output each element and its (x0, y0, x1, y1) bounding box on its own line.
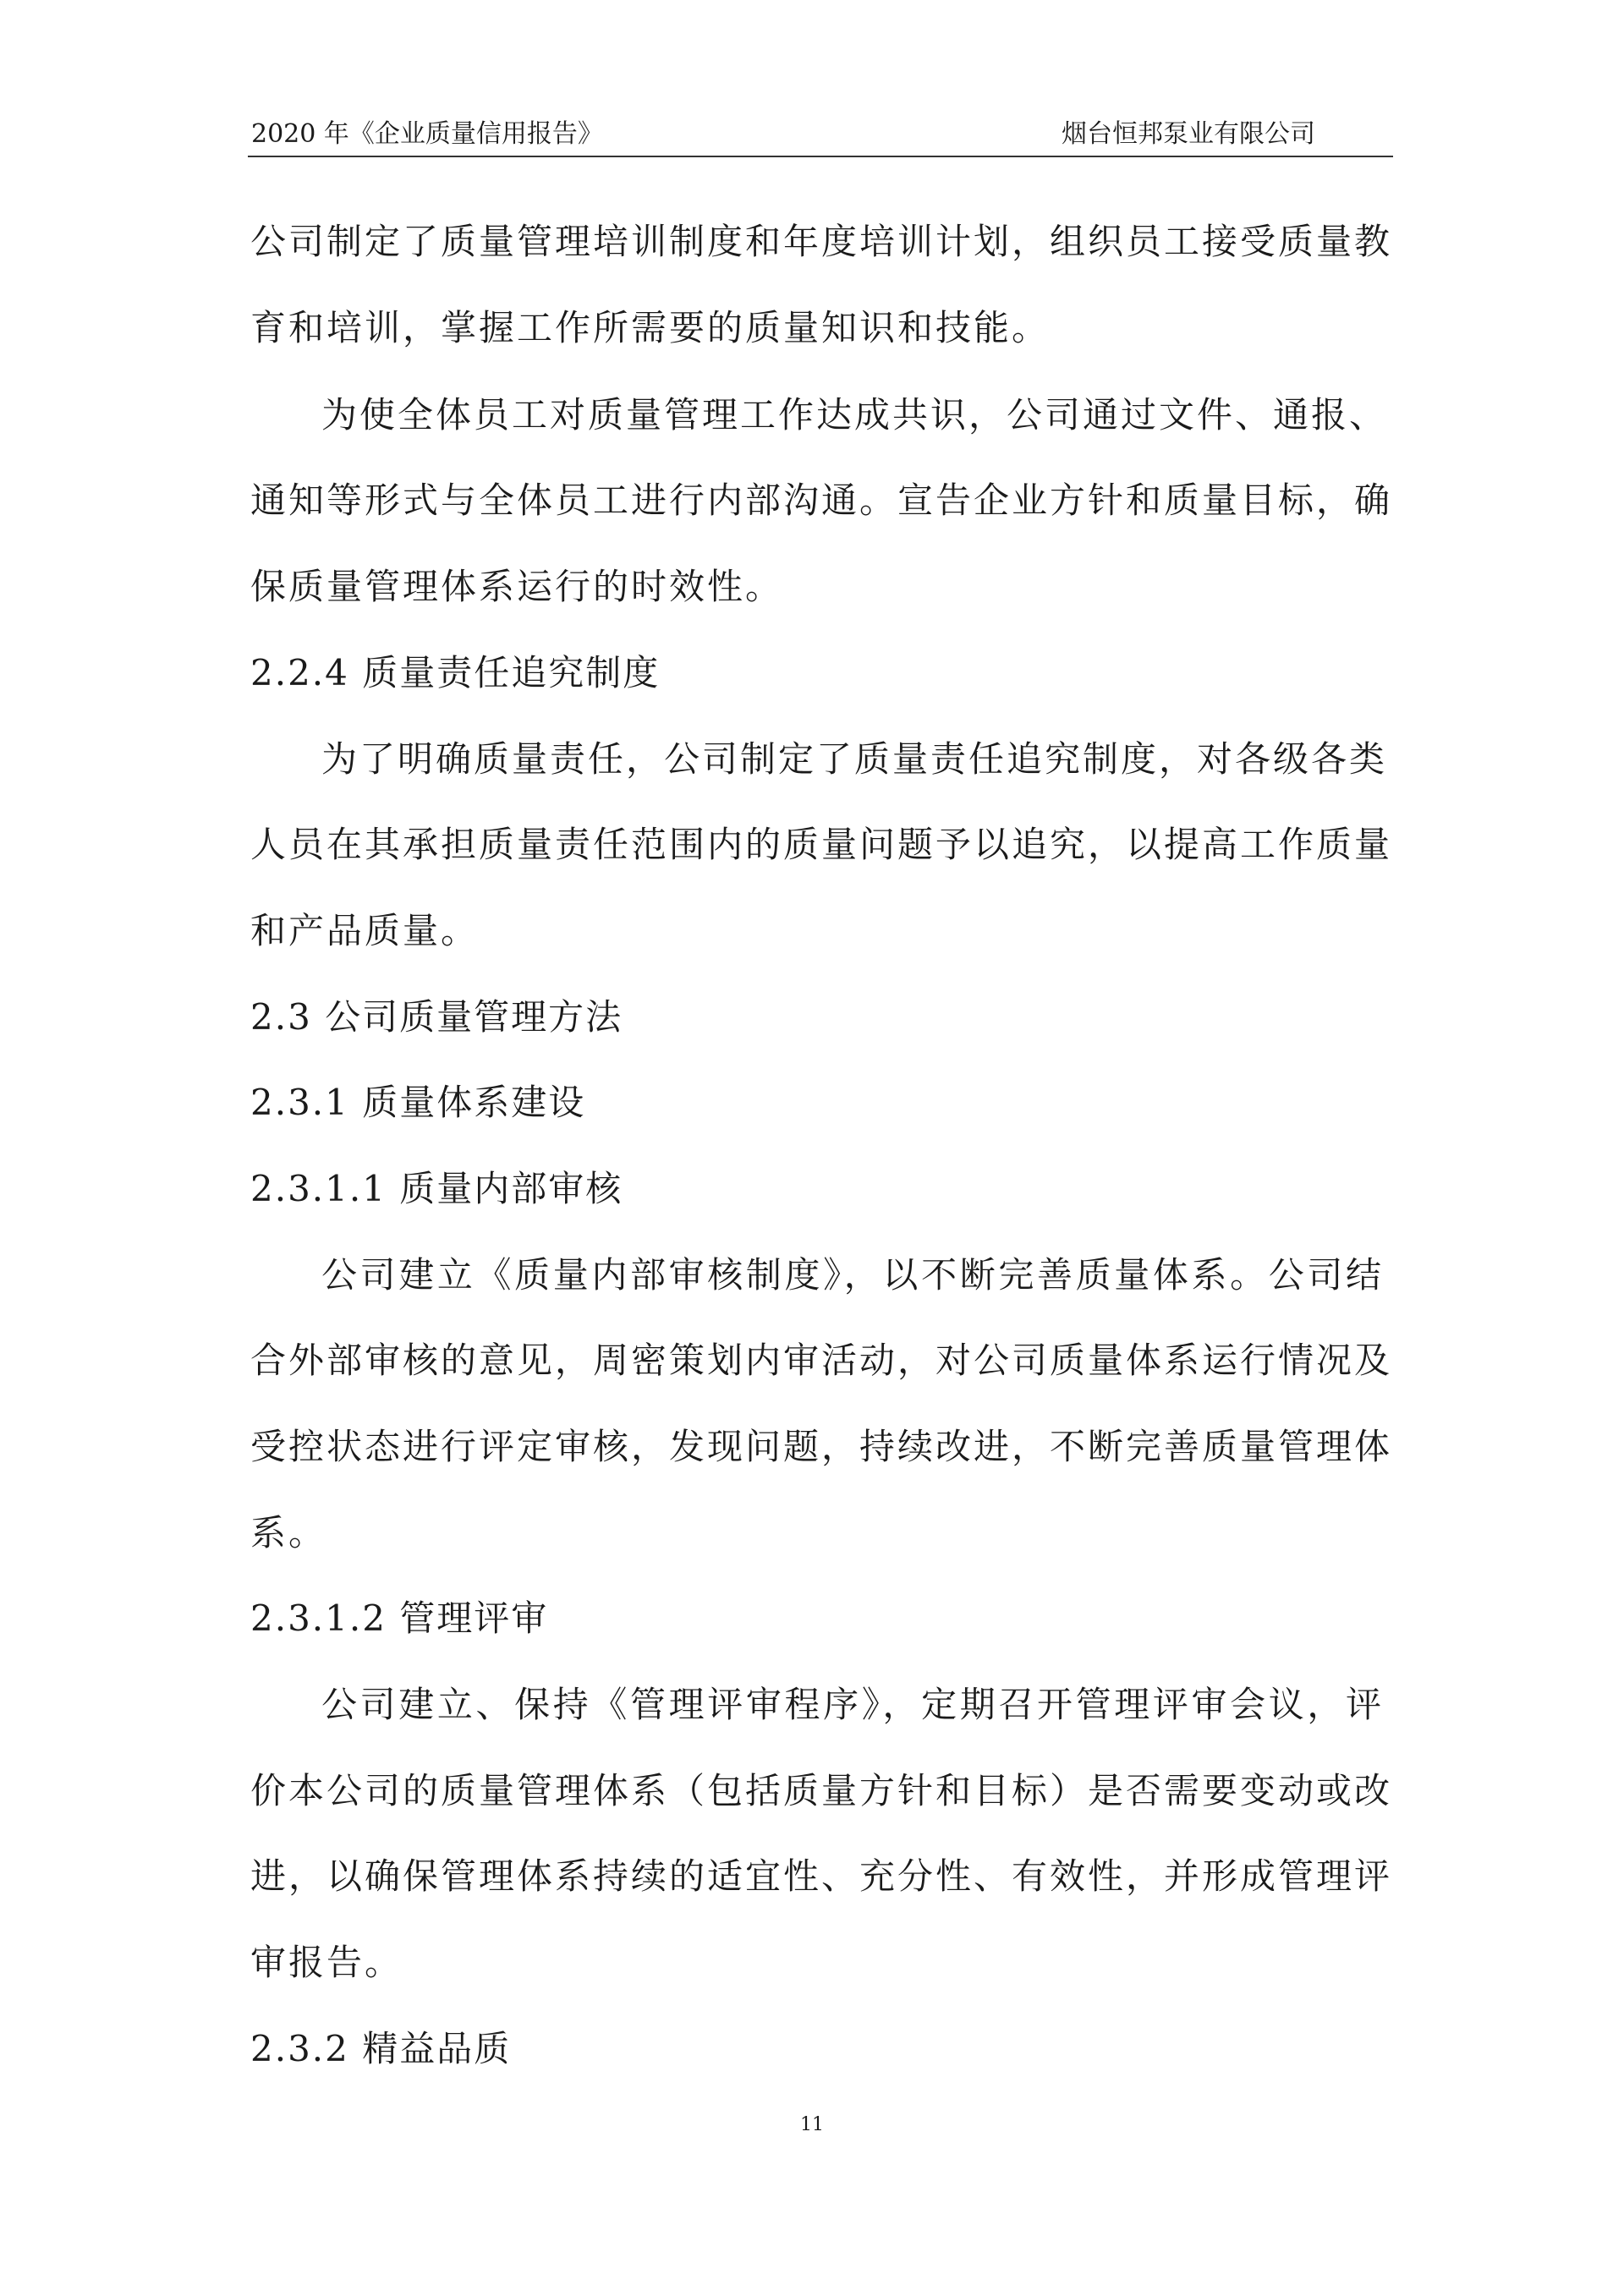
header-report-title: 2020 年《企业质量信用报告》 (251, 119, 603, 149)
paragraph-line: 受控状态进行评定审核，发现问题，持续改进，不断完善质量管理体 (250, 1426, 1393, 1467)
section-heading: 2.3 公司质量管理方法 (250, 996, 623, 1038)
paragraph-line: 合外部审核的意见，周密策划内审活动，对公司质量体系运行情况及 (250, 1340, 1393, 1381)
paragraph-line: 通知等形式与全体员工进行内部沟通。宣告企业方针和质量目标，确 (250, 479, 1393, 521)
paragraph-line: 人员在其承担质量责任范围内的质量问题予以追究，以提高工作质量 (250, 824, 1393, 865)
section-heading: 2.3.1.1 质量内部审核 (250, 1168, 623, 1209)
paragraph-line: 系。 (250, 1512, 327, 1553)
section-heading: 2.2.4 质量责任追究制度 (250, 652, 661, 693)
paragraph-line: 审报告。 (250, 1942, 403, 1983)
paragraph-line: 公司建立、保持《管理评审程序》，定期召开管理评审会议，评 (321, 1684, 1384, 1725)
paragraph-line: 为了明确质量责任，公司制定了质量责任追究制度，对各级各类 (321, 738, 1388, 780)
section-heading: 2.3.2 精益品质 (250, 2028, 512, 2069)
paragraph-line: 公司制定了质量管理培训制度和年度培训计划，组织员工接受质量教 (250, 221, 1393, 262)
paragraph-line: 为使全体员工对质量管理工作达成共识，公司通过文件、通报、 (321, 394, 1388, 436)
paragraph-line: 公司建立《质量内部审核制度》，以不断完善质量体系。公司结 (321, 1254, 1384, 1296)
paragraph-line: 育和培训，掌握工作所需要的质量知识和技能。 (250, 307, 1051, 348)
paragraph-line: 进，以确保管理体系持续的适宜性、充分性、有效性，并形成管理评 (250, 1855, 1393, 1897)
paragraph-line: 和产品质量。 (250, 910, 480, 951)
section-heading: 2.3.1 质量体系建设 (250, 1082, 586, 1123)
page-number: 11 (800, 2114, 824, 2135)
paragraph-line: 保质量管理体系运行的时效性。 (250, 566, 784, 607)
section-heading: 2.3.1.2 管理评审 (250, 1597, 549, 1639)
paragraph-line: 价本公司的质量管理体系（包括质量方针和目标）是否需要变动或改 (250, 1770, 1393, 1811)
header-company-name: 烟台恒邦泵业有限公司 (1062, 119, 1315, 149)
page-header (248, 115, 1393, 157)
